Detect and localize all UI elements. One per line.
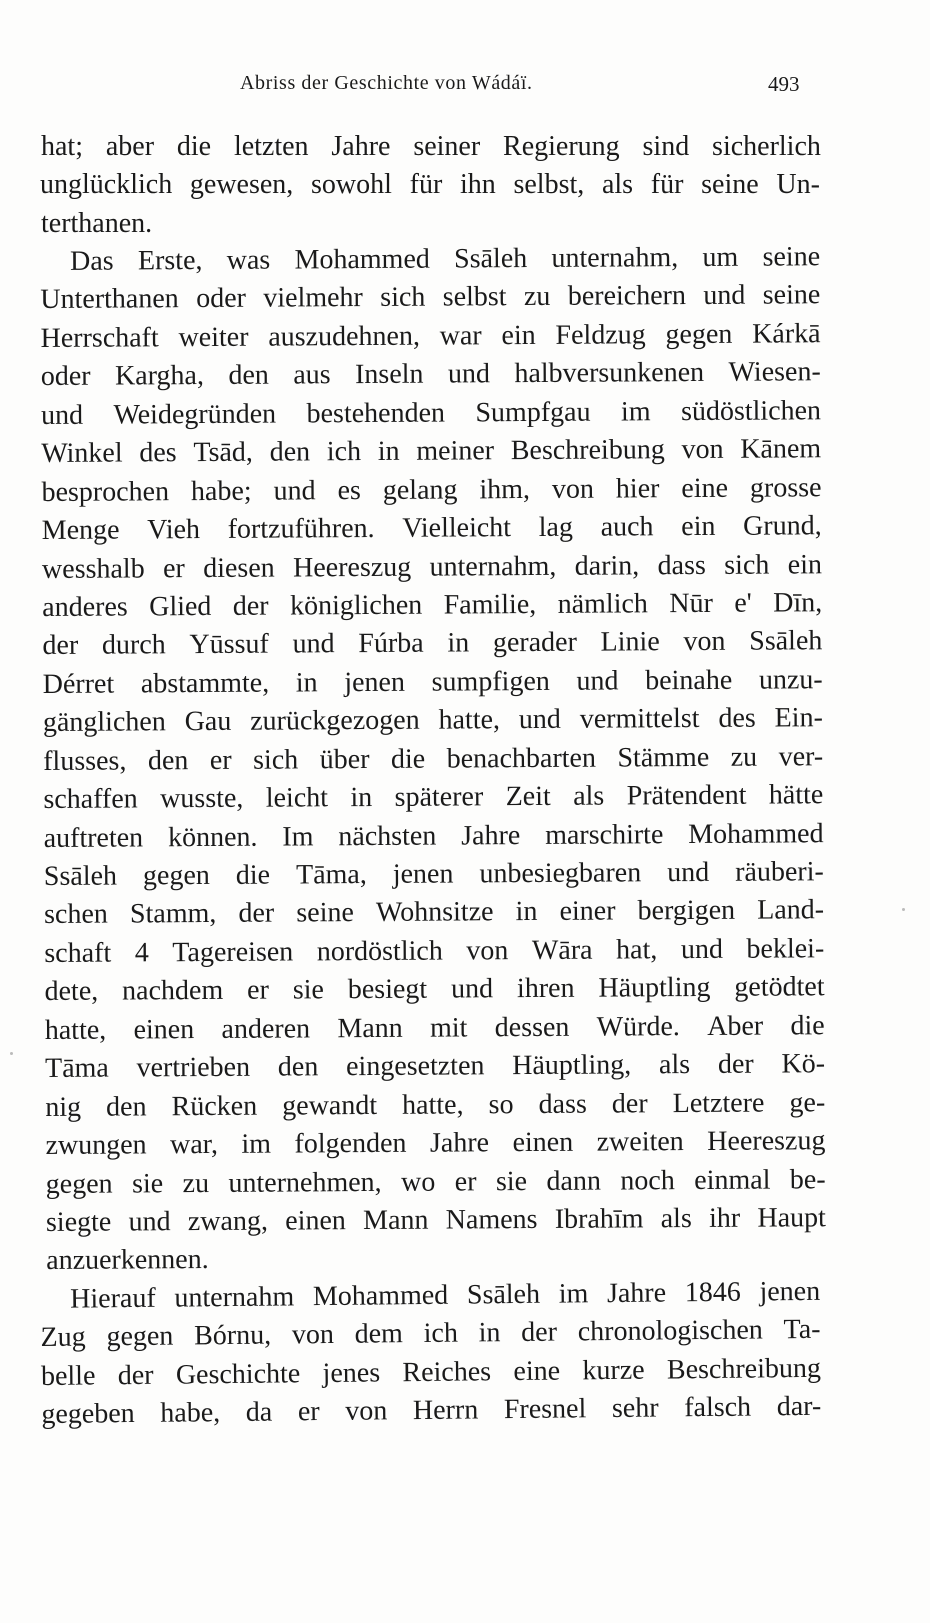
text-line: nig den Rücken gewandt hatte, so dass der Letztere ge- — [45, 1087, 826, 1123]
text-line: gegeben habe, da er von Herrn Fresnel sehr falsch dar- — [41, 1391, 822, 1431]
text-line: belle der Geschichte jenes Reiches eine kurze Beschreibung — [40, 1352, 822, 1392]
text-line: flusses, den er sich über die benachbarten Stämme zu ver- — [43, 741, 824, 777]
text-line: oder Kargha, den aus Inseln und halbversunkenen Wiesen- — [40, 356, 821, 393]
paragraph — [40, 128, 820, 243]
text-line: Herrschaft weiter auszudehnen, war ein Feldzug gegen Kárkā — [40, 318, 821, 355]
text-line: terthanen. — [41, 207, 153, 239]
text-line: Menge Vieh fortzuführen. Vielleicht lag auch ein Grund, — [41, 510, 822, 547]
paper-speck — [902, 908, 905, 911]
body-text — [40, 128, 827, 1435]
text-line: Unterthanen oder vielmehr sich selbst zu bereichern und seine — [40, 279, 821, 316]
text-line: Ssāleh gegen die Tāma, jenen unbesiegbaren und räuberi- — [43, 856, 824, 893]
text-line: Zug gegen Bórnu, von dem ich in der chronologischen Ta- — [40, 1314, 821, 1354]
text-line: und Weidegründen bestehenden Sumpfgau im südöstlichen — [40, 395, 822, 432]
text-line: hatte, einen anderen Mann mit dessen Würde. Aber die — [44, 1010, 825, 1047]
text-line: schaffen wusste, leicht in späterer Zeit als Prätendent hätte — [43, 779, 824, 816]
paragraph — [40, 1273, 822, 1435]
text-line: anderes Glied der königlichen Familie, nämlich Nūr e' Dīn, — [42, 587, 823, 624]
text-line: gegen sie zu unternehmen, wo er sie dann noch einmal be- — [45, 1164, 826, 1200]
text-line: unglücklich gewesen, sowohl für ihn selbst, als für seine Un- — [40, 169, 820, 201]
text-line: gänglichen Gau zurückgezogen hatte, und vermittelst des Ein- — [42, 702, 823, 739]
text-line: Dérret abstammte, in jenen sumpfigen und beinahe unzu- — [42, 664, 823, 701]
text-line: anzuerkennen. — [46, 1244, 209, 1277]
text-line: Hierauf unternahm Mohammed Ssāleh im Jahre 1846 jenen — [70, 1275, 821, 1315]
paragraph — [40, 239, 826, 1282]
running-title: Abriss der Geschichte von Wádáï. — [240, 72, 533, 94]
text-line: Das Erste, was Mohammed Ssāleh unternahm, um seine — [70, 241, 821, 278]
text-line: zwungen war, im folgenden Jahre einen zweiten Heereszug — [45, 1125, 826, 1162]
text-line: besprochen habe; und es gelang ihm, von hier eine grosse — [41, 472, 822, 508]
text-line: auftreten können. Im nächsten Jahre marschirte Mohammed — [43, 818, 824, 854]
text-line: dete, nachdem er sie besiegt und ihren Häuptling getödtet — [44, 971, 825, 1008]
text-line: hat; aber die letzten Jahre seiner Regierung sind sicherlich — [41, 131, 821, 162]
text-line: der durch Yūssuf und Fúrba in gerader Linie von Ssāleh — [42, 625, 823, 662]
text-line: Winkel des Tsād, den ich in meiner Beschreibung von Kānem — [41, 433, 822, 470]
text-line: schaft 4 Tagereisen nordöstlich von Wāra hat, und beklei- — [44, 933, 825, 970]
text-line: siegte und zwang, einen Mann Namens Ibrahīm als ihr Haupt — [45, 1202, 827, 1239]
text-line: schen Stamm, der seine Wohnsitze in einer bergigen Land- — [44, 894, 825, 931]
page-number: 493 — [768, 72, 800, 96]
text-line: wesshalb er diesen Heereszug unternahm, darin, dass sich ein — [41, 549, 823, 585]
text-line: Tāma vertrieben den eingesetzten Häuptling, als der Kö- — [44, 1048, 826, 1085]
paper-speck — [10, 1052, 13, 1055]
